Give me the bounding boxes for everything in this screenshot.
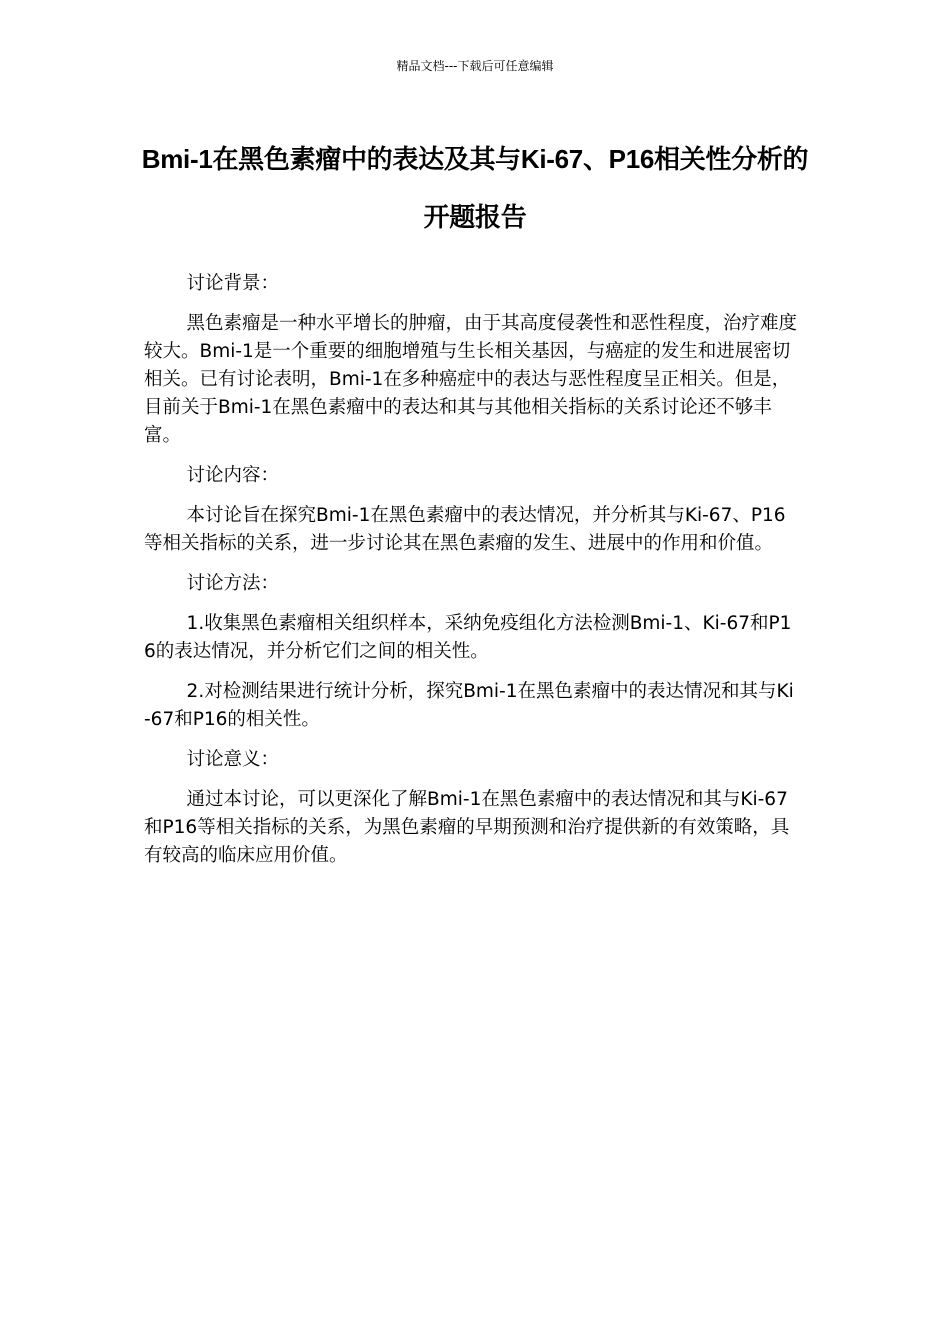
paragraph-method-1: 1.收集黑色素瘤相关组织样本，采纳免疫组化方法检测Bmi-1、Ki-67和P16的表达情况，并分析它们之间的相关性。 <box>144 613 792 662</box>
section-heading-significance: 讨论意义： <box>186 749 280 770</box>
document-title: Bmi-1在黑色素瘤中的表达及其与Ki-67、P16相关性分析的开题报告 <box>141 144 809 232</box>
paragraph-method-2: 2.对检测结果进行统计分析，探究Bmi-1在黑色素瘤中的表达情况和其与Ki-67和P16的相关性。 <box>144 681 794 730</box>
section-heading-background: 讨论背景： <box>186 273 280 294</box>
paragraph-significance: 通过本讨论，可以更深化了解Bmi-1在黑色素瘤中的表达情况和其与Ki-67和P16等相关指标的关系，为黑色素瘤的早期预测和治疗提供新的有效策略，具有较高的临床应用价值。 <box>144 789 790 866</box>
section-heading-methods: 讨论方法： <box>186 573 280 594</box>
page-header: 精品文档---下载后可任意编辑 <box>396 59 554 73</box>
document-body <box>144 270 800 882</box>
section-heading-content: 讨论内容： <box>186 465 280 486</box>
paragraph-content: 本讨论旨在探究Bmi-1在黑色素瘤中的表达情况，并分析其与Ki-67、P16等相关指标的关系，进一步讨论其在黑色素瘤的发生、进展中的作用和价值。 <box>144 505 786 554</box>
paragraph-background: 黑色素瘤是一种水平增长的肿瘤，由于其高度侵袭性和恶性程度，治疗难度较大。Bmi-1是一个重要的细胞增殖与生长相关基因，与癌症的发生和进展密切相关。已有讨论表明，Bmi-1在多种癌症中的表达与恶性程度呈正相关。但是，目前关于Bmi-1在黑色素瘤中的表达和其与其他相关指标的关系讨论还不够丰富。 <box>144 313 798 446</box>
